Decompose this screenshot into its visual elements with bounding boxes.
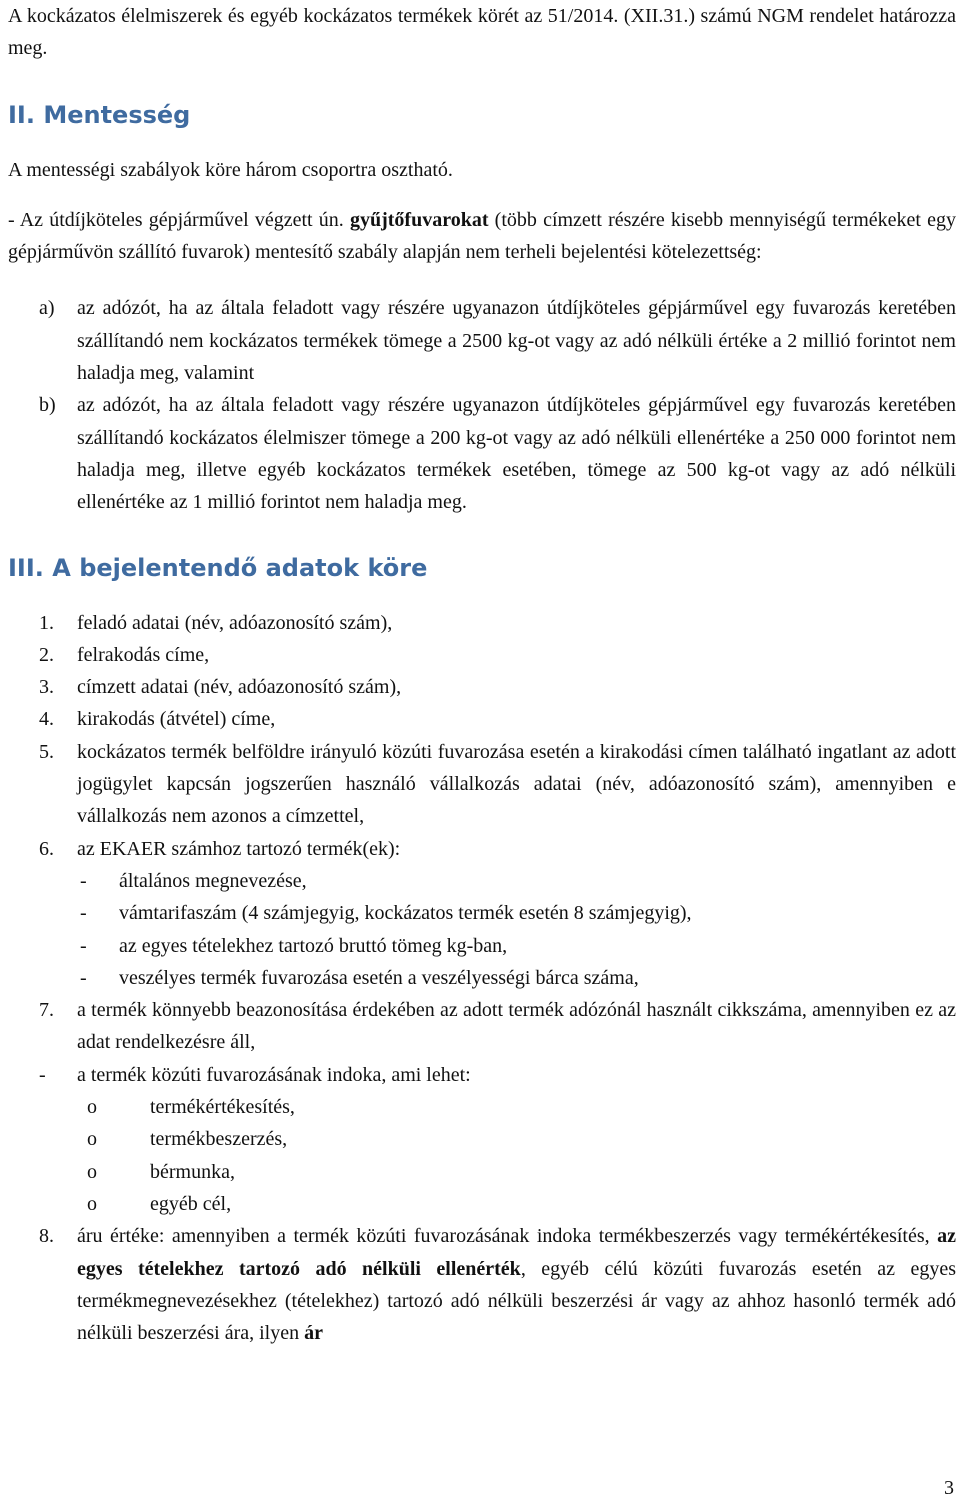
- list-item-text: [77, 1220, 956, 1349]
- reportable-data-list: [8, 607, 956, 1350]
- sub-list-item: [8, 962, 956, 994]
- sub-list-item: [8, 865, 956, 897]
- list-item: [8, 703, 956, 735]
- sub-list-text: vámtarifaszám (4 számjegyig, kockázatos termék esetén 8 számjegyig),: [119, 902, 692, 925]
- exemption-lead: A mentességi szabályok köre három csoportra osztható.: [8, 158, 453, 181]
- reason-item: [8, 1123, 956, 1155]
- item8-text-bold-end: ár: [304, 1322, 324, 1345]
- list-marker: -: [39, 1063, 46, 1086]
- exemption-paragraph: [8, 204, 956, 269]
- list-item: [8, 994, 956, 1059]
- list-item-text: kockázatos termék belföldre irányuló közúti fuvarozása esetén a kirakodási címen található ingatlant az adott jogügylet kapcsán jogszerűen használó vállalkozás adatai (név, adóazonosító szám), amennyiben e vállalkozás nem azonos a címzettel,: [77, 740, 956, 828]
- list-item: [8, 736, 956, 833]
- reason-text: bérmunka,: [150, 1160, 235, 1183]
- list-item-text: címzett adatai (név, adóazonosító szám),: [77, 676, 402, 699]
- sub-list-marker: -: [80, 902, 87, 925]
- list-item-text: feladó adatai (név, adóazonosító szám),: [77, 611, 393, 634]
- exemption-text-bold: gyűjtőfuvarokat: [349, 208, 489, 231]
- reason-marker: o: [87, 1096, 97, 1119]
- item8-text-bold: az egyes tételekhez tartozó adó nélküli ellenérték: [77, 1225, 956, 1280]
- list-item-text: felrakodás címe,: [77, 643, 210, 666]
- reason-marker: o: [87, 1160, 97, 1183]
- section-heading-exemption: II. Mentesség: [8, 100, 191, 129]
- exemption-text-pre: - Az útdíjköteles gépjárművel végzett ún.: [8, 208, 350, 231]
- reason-marker: o: [87, 1192, 97, 1215]
- list-item-text: az EKAER számhoz tartozó termék(ek):: [77, 837, 401, 860]
- list-marker: 1.: [39, 611, 54, 634]
- list-item: [8, 1220, 956, 1349]
- list-marker: a): [39, 297, 55, 320]
- sub-list-marker: -: [80, 869, 87, 892]
- intro-paragraph: A kockázatos élelmiszerek és egyéb kockázatos termékek körét az 51/2014. (XII.31.) számú NGM rendelet határozza meg.: [8, 5, 956, 60]
- sub-list-item: [8, 930, 956, 962]
- section-heading-reportable-data: III. A bejelentendő adatok köre: [8, 553, 428, 582]
- reason-item: [8, 1188, 956, 1220]
- exemption-list: [8, 292, 956, 518]
- reason-item: [8, 1091, 956, 1123]
- list-item: [8, 292, 956, 389]
- reason-text: egyéb cél,: [150, 1192, 232, 1215]
- list-marker: 4.: [39, 708, 54, 731]
- sub-list-marker: -: [80, 934, 87, 957]
- sub-list-marker: -: [80, 966, 87, 989]
- sub-list-text: veszélyes termék fuvarozása esetén a veszélyességi bárca száma,: [119, 966, 639, 989]
- list-item-text: a termék közúti fuvarozásának indoka, ami lehet:: [77, 1063, 471, 1086]
- document-page: [8, 0, 956, 1349]
- list-item: [8, 607, 956, 639]
- list-item-text: az adózót, ha az általa feladott vagy részére ugyanazon útdíjköteles gépjárművel egy fuvarozás keretében szállítandó kockázatos élelmiszer tömege a 200 kg-ot vagy az adó nélküli ellenértéke a 250 000 forintot nem haladja meg, illetve egyéb kockázatos termékek esetében, tömege az 500 kg-ot vagy az adó nélküli ellenértéke az 1 millió forintot nem haladja meg.: [77, 394, 956, 514]
- reason-text: termékbeszerzés,: [150, 1128, 288, 1151]
- list-item-text: a termék könnyebb beazonosítása érdekében az adott termék adózónál használt cikkszáma, amennyiben ez az adat rendelkezésre áll,: [77, 999, 956, 1054]
- list-item: [8, 1059, 956, 1091]
- list-marker: 3.: [39, 676, 54, 699]
- list-item: [8, 671, 956, 703]
- exemption-text-post: (több címzett részére kisebb mennyiségű termékeket egy gépjárművön szállító fuvarok) mentesítő szabály alapján nem terheli bejelentési kötelezettség:: [8, 208, 956, 264]
- list-marker: 6.: [39, 837, 54, 860]
- reason-marker: o: [87, 1128, 97, 1151]
- sub-list-text: az egyes tételekhez tartozó bruttó tömeg kg-ban,: [119, 934, 508, 957]
- list-item-text: kirakodás (átvétel) címe,: [77, 708, 276, 731]
- list-item-text: az adózót, ha az általa feladott vagy részére ugyanazon útdíjköteles gépjárművel egy fuvarozás keretében szállítandó nem kockázatos termékek tömege a 2500 kg-ot vagy az adó nélküli értéke a 2 millió forintot nem haladja meg, valamint: [77, 297, 956, 385]
- reason-item: [8, 1156, 956, 1188]
- list-item: [8, 389, 956, 518]
- list-marker: 7.: [39, 999, 54, 1022]
- item8-text-pre: áru értéke: amennyiben a termék közúti fuvarozásának indoka termékbeszerzés vagy termékértékesítés,: [77, 1225, 938, 1248]
- list-marker: b): [39, 394, 56, 417]
- sub-list-item: [8, 897, 956, 929]
- item8-text-mid: , egyéb célú közúti fuvarozás esetén az egyes termékmegnevezésekhez (tételekhez) tartozó adó nélküli beszerzési ár vagy az ahhoz hasonló termék adó nélküli beszerzési ára, ilyen: [77, 1257, 956, 1345]
- list-marker: 2.: [39, 643, 54, 666]
- sub-list-text: általános megnevezése,: [119, 869, 307, 892]
- page-number: 3: [944, 1477, 954, 1499]
- list-item: [8, 639, 956, 671]
- list-marker: 8.: [39, 1225, 54, 1248]
- list-item: [8, 833, 956, 865]
- reason-text: termékértékesítés,: [150, 1096, 295, 1119]
- list-marker: 5.: [39, 740, 54, 763]
